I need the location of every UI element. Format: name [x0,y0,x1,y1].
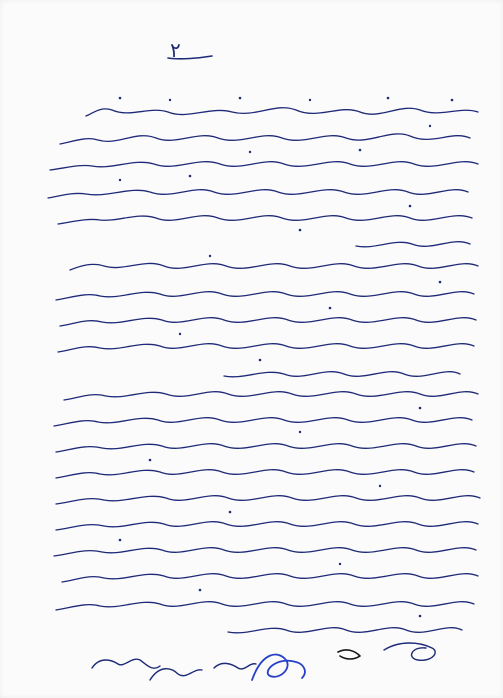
paragraph-2-thalithan [56,263,478,376]
paragraph-3-rabi3an [54,392,480,633]
signature-4-blue [252,655,305,680]
signature-6 [384,643,435,660]
paragraph-1-thaniyan [48,108,478,247]
page-number-mark [168,56,212,59]
signature-5 [338,650,360,659]
page-number: ٢ [170,38,181,62]
signatures-row [92,643,435,680]
signature-2 [150,669,202,680]
diacritic-dots [119,97,454,618]
signature-1 [92,659,160,668]
signature-3 [214,663,256,669]
